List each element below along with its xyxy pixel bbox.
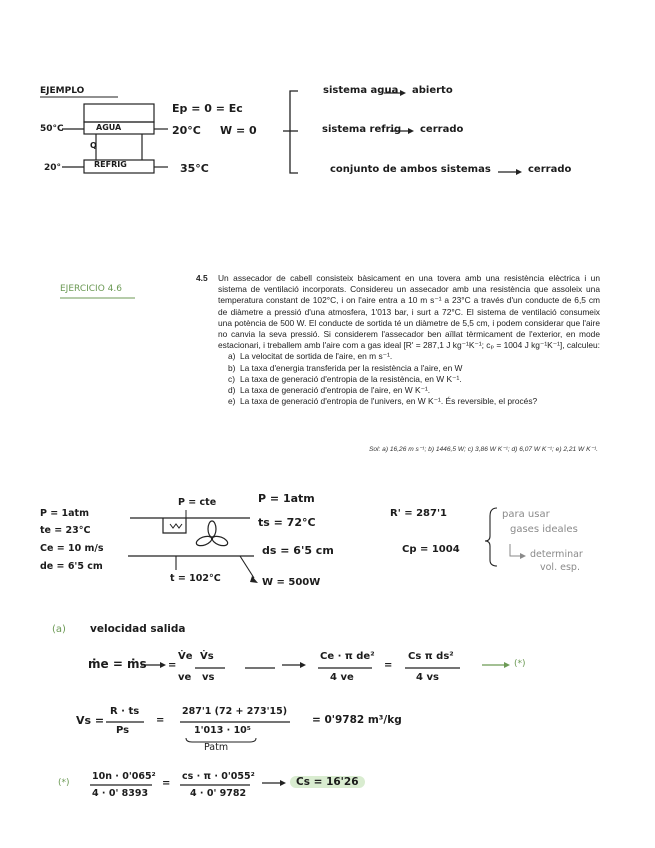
eq2-lhs: Vs = xyxy=(76,714,105,727)
problem-items xyxy=(228,351,600,407)
list-item: c) La taxa de generació d'entropia de la resistència, en W K⁻¹. xyxy=(228,373,462,384)
eq1-den2: 4 vs xyxy=(416,672,439,683)
p-in: P = 1atm xyxy=(40,508,89,519)
list-item: a) La velocitat de sortida de l'aire, en m s⁻¹. xyxy=(228,351,393,362)
eq1-ref: (*) xyxy=(514,659,526,669)
branch-ambos-result: cerrado xyxy=(528,164,572,175)
eq3-num2: cs · π · 0'055² xyxy=(182,771,255,782)
p-out: P = 1atm xyxy=(258,492,315,505)
cp-const: Cp = 1004 xyxy=(402,544,460,555)
ts: ts = 72°C xyxy=(258,516,316,529)
w: W = 500W xyxy=(262,577,321,588)
problem-number: 4.5 xyxy=(196,273,208,283)
list-item: d) La taxa de generació d'entropia de l'aire, en W K⁻¹. xyxy=(228,385,431,396)
problem-statement xyxy=(198,273,600,407)
eq1-vdot-e: V̇e xyxy=(178,651,193,662)
eq-sign: = xyxy=(156,715,165,726)
ejemplo-title: EJEMPLO xyxy=(40,86,85,96)
eq1-vs: vs xyxy=(202,672,215,683)
note-brace xyxy=(485,508,497,566)
fan-icon xyxy=(195,521,229,547)
eq3-result: Cs = 16'26 xyxy=(290,776,365,788)
branch-agua-result: abierto xyxy=(412,85,453,96)
eq2-num2: 287'1 (72 + 273'15) xyxy=(182,706,288,717)
eq-sign: = xyxy=(384,660,393,671)
eq3-num1: 10n · 0'065² xyxy=(92,771,156,782)
eq3-ref: (*) xyxy=(58,778,70,788)
eq1-mass: ṁe = ṁs xyxy=(88,657,147,671)
ce: Ce = 10 m/s xyxy=(40,543,104,554)
branch-agua: sistema agua xyxy=(323,85,399,96)
branch-refrig: sistema refrig xyxy=(322,124,402,135)
eq-sign: = xyxy=(168,660,177,671)
branch-bracket xyxy=(290,91,298,173)
note-vol-esp: vol. esp. xyxy=(540,562,580,573)
eq2-result: = 0'9782 m³/kg xyxy=(312,714,402,726)
t-out-agua: 20°C xyxy=(172,124,201,137)
agua-label: AGUA xyxy=(96,123,122,132)
eq1-den1: 4 ve xyxy=(330,672,354,683)
eq2-den: Ps xyxy=(116,725,130,736)
list-item: b) La taxa d'energia transferida per la resistència a l'aire, en W xyxy=(228,362,463,373)
t-in-agua: 50°C xyxy=(40,124,64,134)
r-const: R' = 287'1 xyxy=(390,508,447,519)
eq1-num1: Ce · π de² xyxy=(320,651,375,662)
refrig-label: REFRIG xyxy=(94,160,127,169)
eq1-num2: Cs π ds² xyxy=(408,651,454,662)
t-res: t = 102°C xyxy=(170,573,221,584)
t-in-refrig: 20° xyxy=(44,163,62,173)
t-out-refrig: 35°C xyxy=(180,162,209,175)
solutions-line: Sol: a) 16,26 m s⁻¹; b) 1446,5 W; c) 3,86 W K⁻¹; d) 6,07 W K⁻¹; e) 2,21 W K⁻¹. xyxy=(368,446,598,453)
note-determinar: determinar xyxy=(530,549,583,560)
eq2-den2: 1'013 · 10⁵ xyxy=(194,725,251,736)
note-para-usar: para usar xyxy=(502,509,550,520)
eq3-den1: 4 · 0' 8393 xyxy=(92,788,149,799)
ds: ds = 6'5 cm xyxy=(262,544,334,557)
eq3-den2: 4 · 0' 9782 xyxy=(190,788,247,799)
te: te = 23°C xyxy=(40,525,91,536)
part-a-label: (a) xyxy=(52,624,66,635)
q-label: Q xyxy=(90,141,97,150)
part-a-title: velocidad salida xyxy=(90,623,186,635)
branch-refrig-result: cerrado xyxy=(420,124,464,135)
energy-label: Ep = 0 = Ec xyxy=(172,102,243,115)
eq1-vdot-s: V̇s xyxy=(200,651,214,662)
branch-ambos: conjunto de ambos sistemas xyxy=(330,164,491,175)
eq2-num: R · ts xyxy=(110,706,140,717)
top-box xyxy=(84,104,154,122)
de: de = 6'5 cm xyxy=(40,561,103,572)
exercise-label: EJERCICIO 4.6 xyxy=(60,284,122,294)
note-gases-ideales: gases ideales xyxy=(510,524,578,535)
eq2-patm: Patm xyxy=(204,742,229,753)
p-cte: P = cte xyxy=(178,497,217,508)
eq-sign: = xyxy=(162,778,171,789)
eq1-ve: ve xyxy=(178,672,192,683)
problem-text: Un assecador de cabell consisteix bàsicament en una tovera amb una resistència elèctrica i un sistema de ventilació incorporats. Considereu un assecador amb una resistència que assoleix una temperatura constant de 102°C, i on l'aire entra a 10 m s⁻¹ a 23°C a través d'un conducte de 6,5 cm de diàmetre a pressió d'una atmosfera, 1'013 bar, i surt a 72°C. El sistema de ventilació consumeix una potència de 500 W. El conducte de sortida té un diàmetre de 5,5 cm, i podem considerar que l'aire no canvia la seva pressió. Si considerem l'assecador ben aïllat tèrmicament de l'exterior, en mode estacionari, i treballem amb l'aire com a gas ideal [R' = 287,1 J kg⁻¹K⁻¹; cₚ = 1004 J kg⁻¹K⁻¹], calculeu: xyxy=(218,273,600,351)
work-label: W = 0 xyxy=(220,124,257,137)
list-item: e) La taxa de generació d'entropia de l'univers, en W K⁻¹. És reversible, el procés? xyxy=(228,396,538,407)
